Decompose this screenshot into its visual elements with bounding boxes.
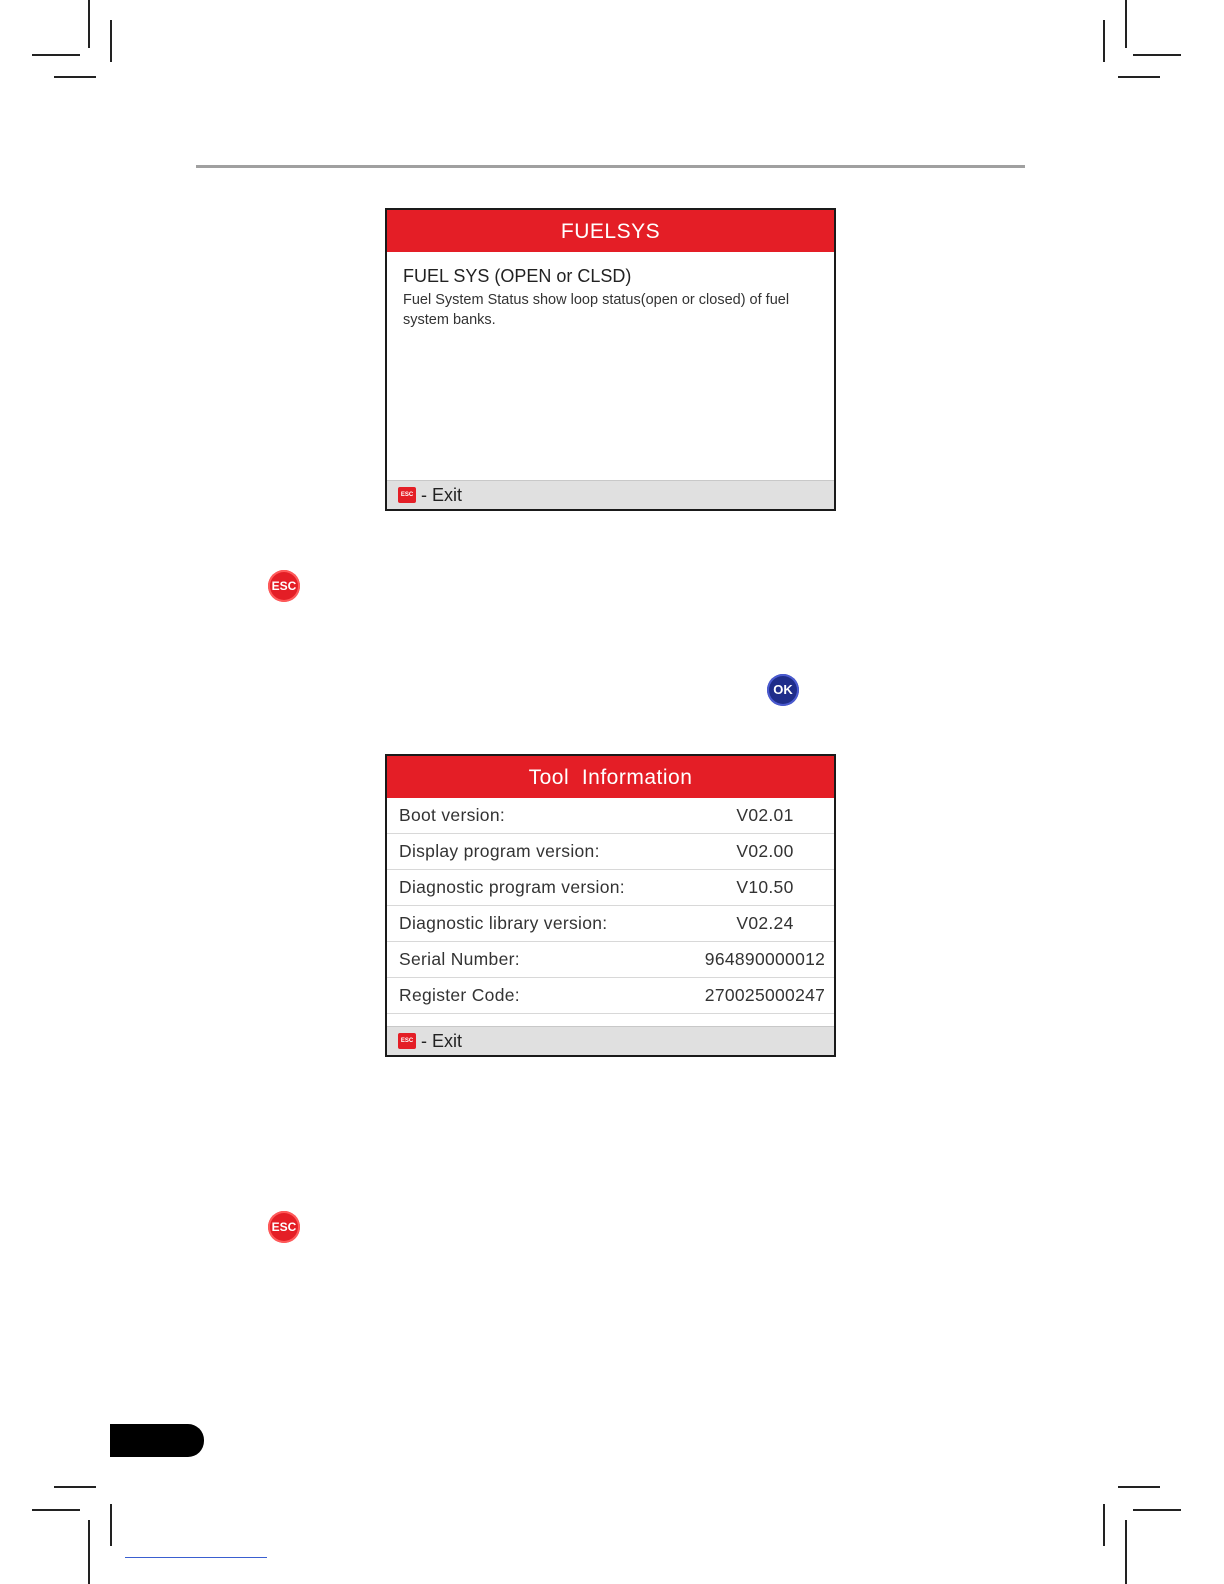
- tool-info-list: [387, 798, 834, 1014]
- exit-label: - Exit: [421, 1030, 463, 1051]
- fuelsys-title: FUELSYS: [387, 210, 834, 252]
- info-label: Serial Number:: [399, 949, 520, 969]
- esc-button-icon[interactable]: ESC: [268, 1211, 300, 1243]
- crop-mark: [88, 1520, 90, 1584]
- crop-mark: [54, 1486, 96, 1488]
- page-number-tab: [110, 1424, 204, 1457]
- info-label: Register Code:: [399, 985, 520, 1005]
- crop-mark: [1125, 1520, 1127, 1584]
- esc-button-icon[interactable]: ESC: [268, 570, 300, 602]
- info-label: Boot version:: [399, 805, 506, 825]
- fuelsys-description: Fuel System Status show loop status(open or closed) of fuel system banks.: [403, 292, 790, 328]
- crop-mark: [110, 1504, 112, 1546]
- crop-mark: [88, 0, 90, 48]
- esc-key-icon[interactable]: ESC: [398, 487, 416, 503]
- info-value: V02.01: [736, 805, 794, 825]
- ok-button-icon[interactable]: OK: [767, 674, 799, 706]
- info-label: Display program version:: [399, 841, 600, 861]
- crop-mark: [1118, 1486, 1160, 1488]
- info-label: Diagnostic program version:: [399, 877, 625, 897]
- crop-mark: [32, 54, 80, 56]
- info-row: [387, 978, 834, 1014]
- crop-mark: [1118, 76, 1160, 78]
- tool-info-screen: [385, 754, 836, 1057]
- tool-info-title: Tool Information: [387, 756, 834, 798]
- info-row: [387, 906, 834, 942]
- crop-mark: [110, 20, 112, 62]
- fuelsys-heading: FUEL SYS (OPEN or CLSD): [403, 266, 632, 286]
- crop-mark: [1133, 1509, 1181, 1511]
- info-row: [387, 834, 834, 870]
- crop-mark: [1133, 54, 1181, 56]
- fuelsys-body: [387, 252, 834, 330]
- footer-link-line: [125, 1557, 267, 1558]
- crop-mark: [1103, 20, 1105, 62]
- esc-key-icon[interactable]: ESC: [398, 1033, 416, 1049]
- info-row: [387, 798, 834, 834]
- crop-mark: [1125, 0, 1127, 48]
- tool-info-footer: [387, 1026, 834, 1055]
- exit-label: - Exit: [421, 484, 463, 505]
- info-row: [387, 870, 834, 906]
- info-value: 270025000247: [704, 985, 826, 1005]
- info-value: 964890000012: [704, 949, 826, 969]
- info-label: Diagnostic library version:: [399, 913, 608, 933]
- info-row: [387, 942, 834, 978]
- crop-mark: [32, 1509, 80, 1511]
- fuelsys-footer: [387, 480, 834, 509]
- fuelsys-screen: [385, 208, 836, 511]
- info-value: V02.24: [736, 913, 794, 933]
- header-rule: [196, 165, 1025, 168]
- info-value: V10.50: [736, 877, 794, 897]
- crop-mark: [54, 76, 96, 78]
- crop-mark: [1103, 1504, 1105, 1546]
- info-value: V02.00: [736, 841, 794, 861]
